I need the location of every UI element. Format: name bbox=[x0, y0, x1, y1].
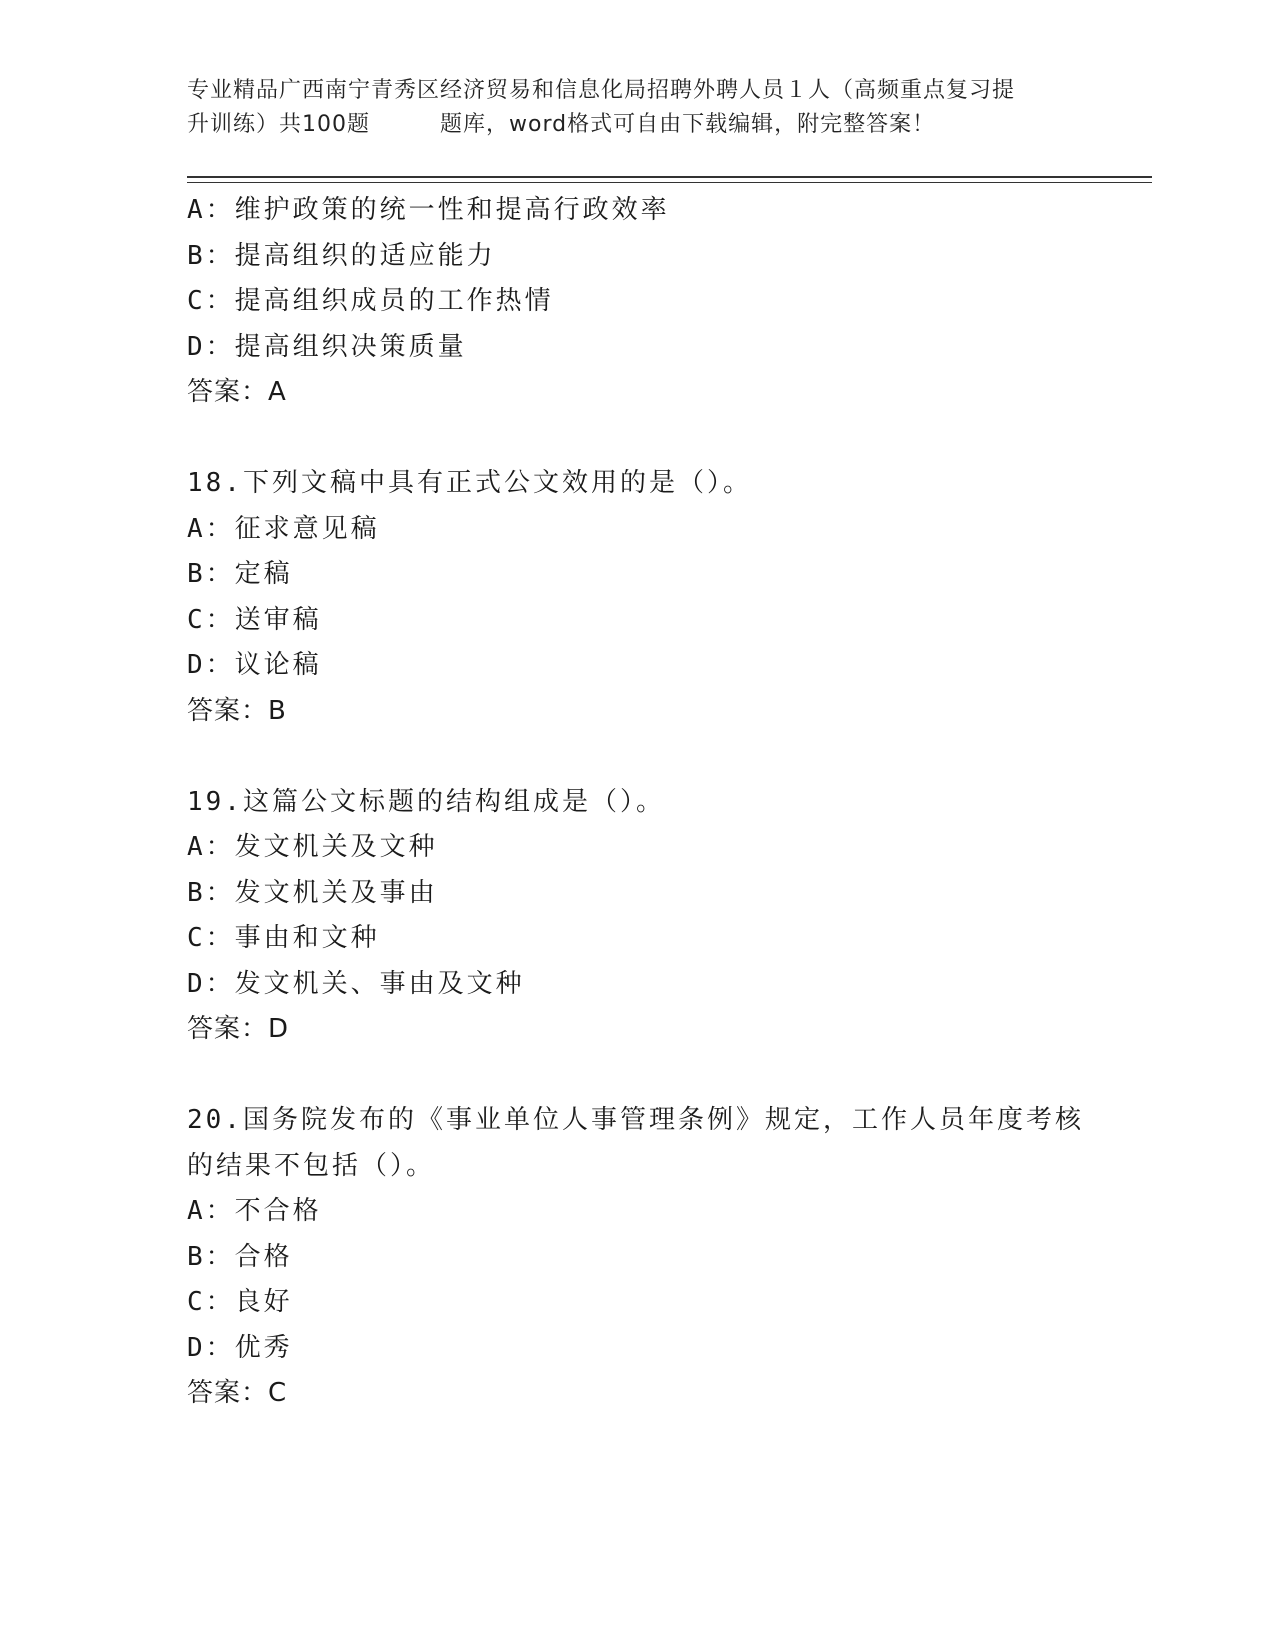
header-title-line-2-part-2: 题库，word格式可自由下载编辑，附完整答案！ bbox=[440, 112, 936, 137]
option-b: B：提高组织的适应能力 bbox=[187, 240, 496, 271]
option-d: D：发文机关、事由及文种 bbox=[187, 968, 525, 999]
question-18 bbox=[187, 461, 1147, 734]
header-divider-thin bbox=[187, 182, 1152, 183]
question-list bbox=[187, 188, 1147, 1417]
option-c: C：良好 bbox=[187, 1287, 293, 1317]
option-c: C：送审稿 bbox=[187, 604, 322, 635]
header-title-line-1: 专业精品广西南宁青秀区经济贸易和信息化局招聘外聘人员１人（高频重点复习提 bbox=[187, 78, 1016, 103]
option-d: D：优秀 bbox=[187, 1332, 293, 1363]
question-20 bbox=[187, 1098, 1147, 1417]
question-spacer bbox=[187, 1053, 1147, 1099]
option-a: A：发文机关及文种 bbox=[187, 832, 438, 862]
header-title-line-2-part-1: 升训练）共100题 bbox=[187, 112, 370, 137]
question-19 bbox=[187, 780, 1147, 1053]
option-c: C：提高组织成员的工作热情 bbox=[187, 286, 554, 316]
option-a: A：征求意见稿 bbox=[187, 513, 380, 544]
answer: 答案：C bbox=[187, 1378, 288, 1408]
header-title-line-2 bbox=[187, 108, 1087, 142]
option-a: A：不合格 bbox=[187, 1196, 322, 1226]
answer: 答案：B bbox=[187, 695, 287, 726]
question-text: 18.下列文稿中具有正式公文效用的是（）。 bbox=[187, 468, 752, 498]
question-17 bbox=[187, 188, 1147, 416]
answer: 答案：D bbox=[187, 1014, 290, 1044]
option-c: C：事由和文种 bbox=[187, 923, 380, 953]
header-divider-thick bbox=[187, 176, 1152, 178]
question-spacer bbox=[187, 416, 1147, 462]
question-text: 19.这篇公文标题的结构组成是（）。 bbox=[187, 786, 665, 817]
option-a: A：维护政策的统一性和提高行政效率 bbox=[187, 195, 670, 225]
option-d: D：议论稿 bbox=[187, 650, 322, 680]
question-text-line-1: 20.国务院发布的《事业单位人事管理条例》规定，工作人员年度考核 bbox=[187, 1105, 1084, 1135]
document-header bbox=[187, 74, 1087, 142]
option-b: B：发文机关及事由 bbox=[187, 877, 438, 908]
answer: 答案：A bbox=[187, 377, 287, 407]
option-b: B：合格 bbox=[187, 1241, 293, 1272]
option-d: D：提高组织决策质量 bbox=[187, 331, 467, 362]
option-b: B：定稿 bbox=[187, 559, 293, 589]
question-text-line-2: 的结果不包括（）。 bbox=[187, 1150, 436, 1181]
question-spacer bbox=[187, 734, 1147, 780]
